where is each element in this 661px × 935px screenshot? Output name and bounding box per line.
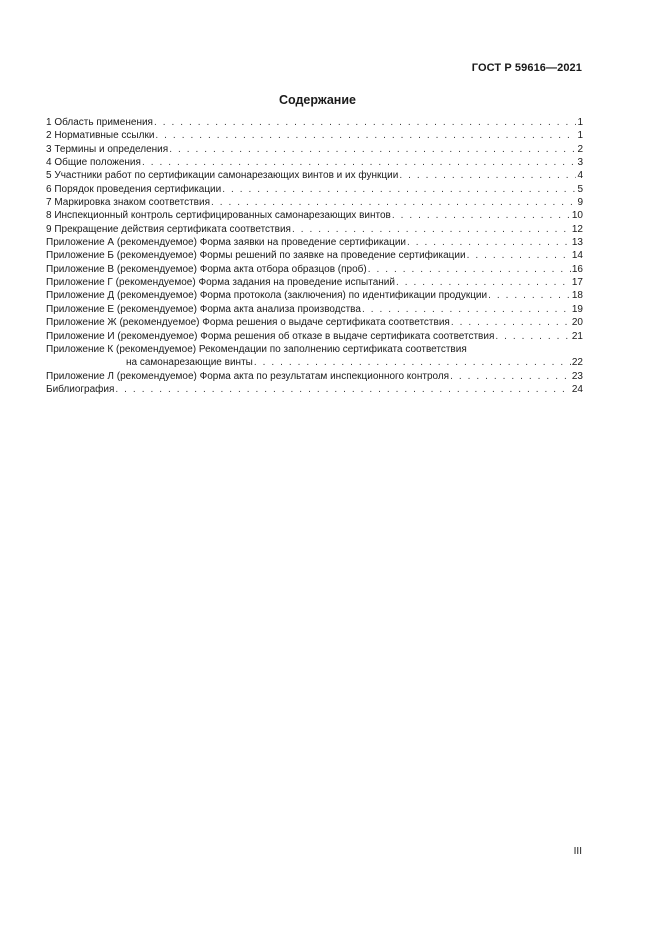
- toc-entry[interactable]: [46, 143, 583, 156]
- toc-leader-dots: [396, 276, 571, 289]
- toc-entry-page: 16: [571, 263, 583, 275]
- toc-entry-label: Приложение В (рекомендуемое) Форма акта отбора образцов (проб): [46, 263, 367, 275]
- toc-entry[interactable]: [46, 303, 583, 316]
- toc-leader-dots: [467, 249, 571, 262]
- toc-entry-label: 5 Участники работ по сертификации самонарезающих винтов и их функции: [46, 170, 399, 182]
- toc-entry[interactable]: [46, 276, 583, 289]
- toc-entry-label: Приложение Б (рекомендуемое) Формы решений по заявке на проведение сертификации: [46, 250, 466, 262]
- toc-entry-page: 13: [571, 237, 583, 249]
- toc-entry[interactable]: [46, 196, 583, 209]
- toc-leader-dots: [495, 330, 571, 343]
- toc-leader-dots: [451, 316, 571, 329]
- toc-entry-page: 21: [571, 330, 583, 342]
- page-number: III: [573, 846, 582, 857]
- toc-entry-label-cont: на самонарезающие винты: [126, 357, 253, 369]
- toc-entry-label: 1 Область применения: [46, 117, 153, 128]
- toc-entry-page: 20: [571, 317, 583, 329]
- toc-leader-dots: [407, 236, 571, 249]
- toc-entry-label: Приложение Л (рекомендуемое) Форма акта по результатам инспекционного контроля: [46, 370, 450, 382]
- toc-entry-label: Приложение Е (рекомендуемое) Форма акта анализа производства: [46, 303, 361, 315]
- toc-leader-dots: [222, 183, 576, 196]
- toc-entry-page: 4: [577, 170, 583, 182]
- toc-entry[interactable]: [46, 183, 583, 196]
- toc-entry-label: Приложение Ж (рекомендуемое) Форма решения о выдаче сертификата соответствия: [46, 317, 450, 329]
- toc-entry-page: 17: [571, 277, 583, 289]
- toc-entry-page: 9: [577, 197, 583, 209]
- toc-entry[interactable]: [46, 370, 583, 383]
- toc-entry[interactable]: [46, 289, 583, 302]
- toc-entry-label: 3 Термины и определения: [46, 143, 169, 155]
- toc-entry[interactable]: [46, 156, 583, 169]
- toc-entry-label: 6 Порядок проведения сертификации: [46, 183, 222, 195]
- toc-entry[interactable]: [46, 316, 583, 329]
- toc-leader-dots: [254, 356, 571, 369]
- table-of-contents: [46, 116, 583, 396]
- toc-entry-label: 4 Общие положения: [46, 157, 141, 169]
- toc-entry[interactable]: [46, 249, 583, 262]
- toc-title-text: Содержание: [278, 93, 356, 107]
- toc-leader-dots: [368, 263, 571, 276]
- toc-entry-label: Приложение И (рекомендуемое) Форма решения об отказе в выдаче сертификата соответствия: [46, 330, 495, 342]
- toc-leader-dots: [169, 143, 576, 156]
- toc-leader-dots: [211, 196, 576, 209]
- toc-entry-label: Приложение А (рекомендуемое) Форма заявки на проведение сертификации: [46, 237, 407, 249]
- toc-entry[interactable]: [46, 263, 583, 276]
- document-code: ГОСТ Р 59616—2021: [471, 62, 582, 74]
- toc-entry-page: 12: [571, 223, 583, 235]
- toc-entry-label: 8 Инспекционный контроль сертифицированных самонарезающих винтов: [46, 210, 391, 222]
- toc-entry[interactable]: [46, 383, 583, 396]
- toc-leader-dots: [450, 370, 571, 383]
- toc-entry[interactable]: [46, 236, 583, 249]
- toc-leader-dots: [115, 383, 570, 396]
- toc-entry-page: 2: [577, 143, 583, 155]
- toc-entry[interactable]: [46, 169, 583, 182]
- toc-entry-label: Библиография: [46, 383, 115, 395]
- toc-entry[interactable]: [46, 343, 583, 370]
- toc-entry-page: 1: [577, 130, 583, 142]
- toc-entry-continuation: [46, 356, 583, 369]
- toc-entry[interactable]: [46, 223, 583, 236]
- toc-leader-dots: [292, 223, 571, 236]
- toc-entry-page: 19: [571, 303, 583, 315]
- toc-entry-page: 22: [571, 357, 583, 369]
- toc-entry[interactable]: [46, 116, 583, 129]
- toc-entry-label: 9 Прекращение действия сертификата соответствия: [46, 223, 291, 235]
- toc-entry-label: Приложение Г (рекомендуемое) Форма задания на проведение испытаний: [46, 277, 395, 289]
- toc-entry[interactable]: [46, 129, 583, 142]
- toc-entry-page: 3: [577, 157, 583, 169]
- toc-entry-label: 7 Маркировка знаком соответствия: [46, 197, 210, 209]
- toc-entry-label: 2 Нормативные ссылки: [46, 130, 155, 142]
- toc-leader-dots: [488, 289, 571, 302]
- toc-entry-page: 23: [571, 370, 583, 382]
- toc-leader-dots: [362, 303, 571, 316]
- toc-leader-dots: [154, 116, 576, 129]
- toc-entry-label: Приложение Д (рекомендуемое) Форма протокола (заключения) по идентификации продукции: [46, 290, 488, 302]
- toc-entry-page: 5: [577, 183, 583, 195]
- toc-entry[interactable]: [46, 330, 583, 343]
- toc-entry-label: Приложение К (рекомендуемое) Рекомендации по заполнению сертификата соответствия: [46, 343, 467, 355]
- toc-entry[interactable]: [46, 209, 583, 222]
- toc-entry-page: 1: [577, 117, 583, 128]
- toc-leader-dots: [142, 156, 577, 169]
- toc-entry-page: 18: [571, 290, 583, 302]
- toc-title: [0, 93, 661, 107]
- toc-leader-dots: [155, 129, 576, 142]
- toc-leader-dots: [392, 209, 571, 222]
- toc-leader-dots: [399, 169, 576, 182]
- toc-entry-page: 14: [571, 250, 583, 262]
- toc-entry-page: 24: [571, 383, 583, 395]
- toc-entry-page: 10: [571, 210, 583, 222]
